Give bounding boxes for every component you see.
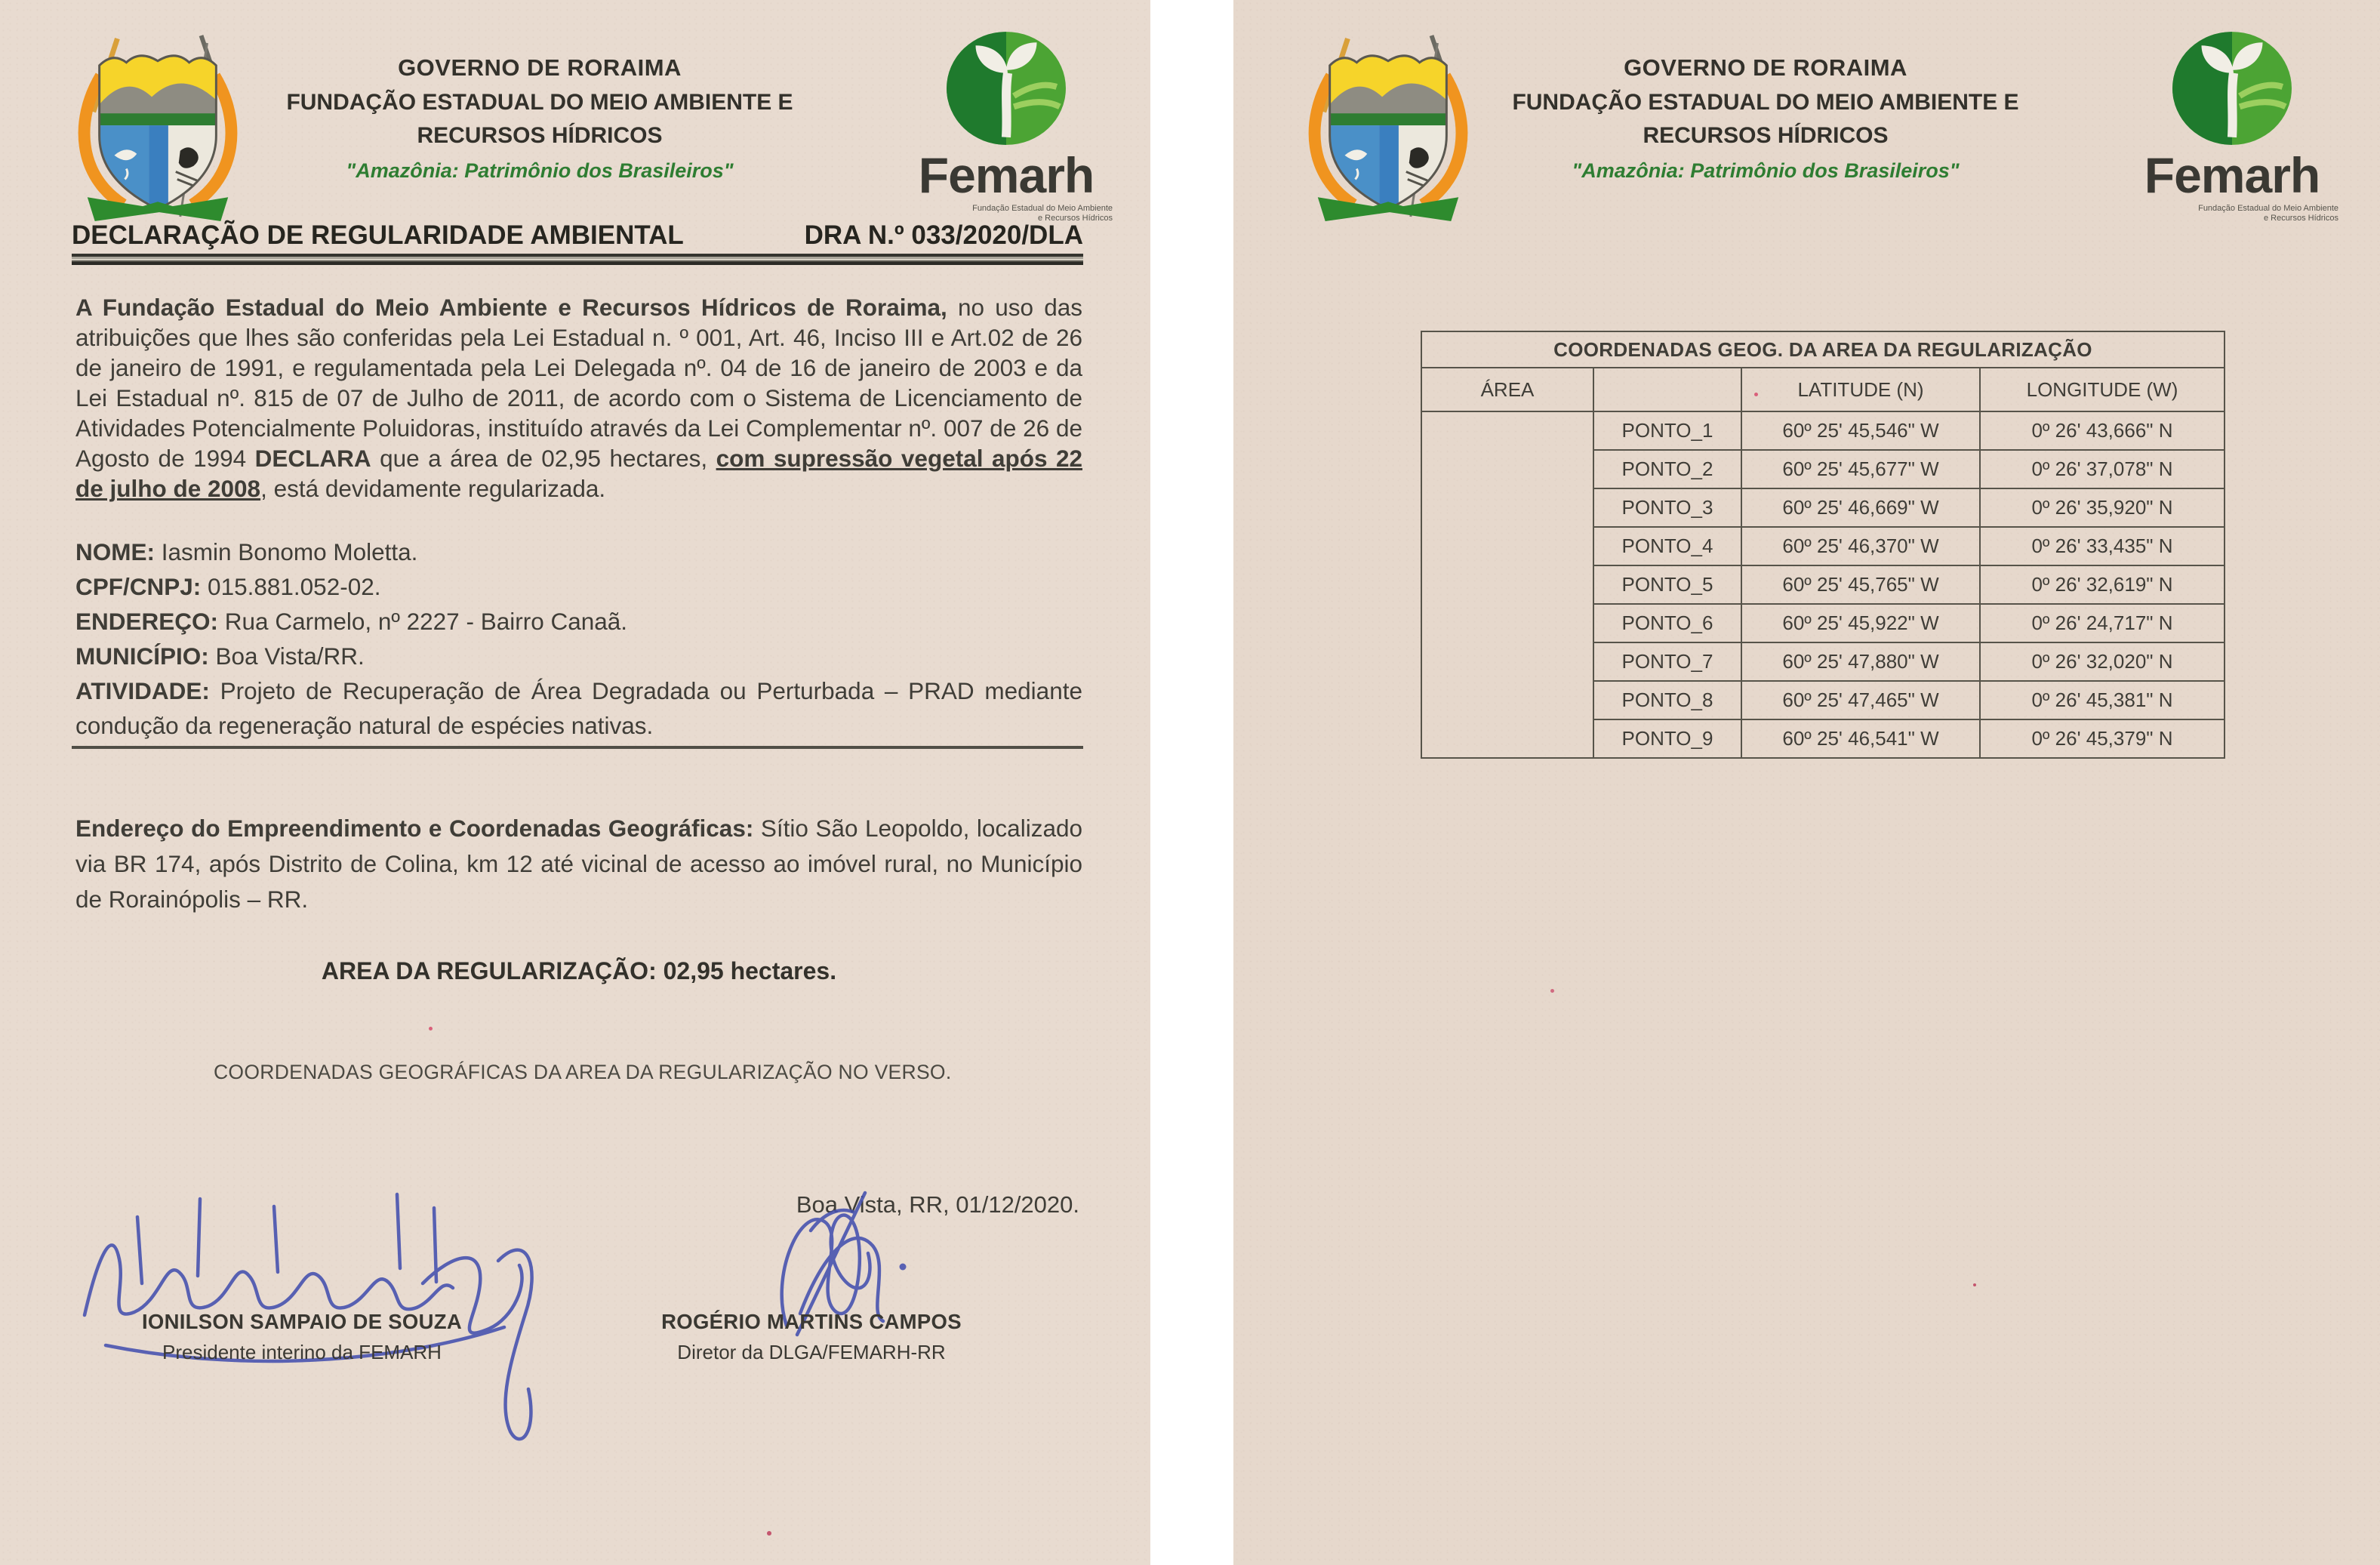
femarh-wordmark: Femarh: [918, 147, 1095, 203]
signer-name: ROGÉRIO MARTINS CAMPOS: [661, 1310, 962, 1333]
point-longitude: 0º 26' 24,717" N: [1980, 604, 2225, 642]
femarh-leaf-icon: [2153, 27, 2311, 149]
point-latitude: 60º 25' 46,370" W: [1741, 527, 1980, 565]
femarh-leaf-icon: [927, 27, 1085, 149]
place-date-line: Boa Vista, RR, 01/12/2020.: [796, 1191, 1079, 1218]
point-longitude: 0º 26' 45,379" N: [1980, 719, 2225, 758]
paper-speck: [1973, 1283, 1976, 1286]
signer-name: IONILSON SAMPAIO DE SOUZA: [141, 1310, 463, 1333]
point-id: PONTO_6: [1593, 604, 1741, 642]
org-motto: "Amazônia: Patrimônio dos Brasileiros": [1572, 159, 1960, 182]
verso-note: COORDENADAS GEOGRÁFICAS DA AREA DA REGULARIZAÇÃO NO VERSO.: [214, 1061, 952, 1083]
column-header-longitude: LONGITUDE (W): [1980, 368, 2225, 411]
org-header: [1475, 54, 2056, 183]
signature-block-ionilson: [106, 1310, 498, 1364]
point-id: PONTO_8: [1593, 681, 1741, 719]
applicant-fields: [75, 535, 1082, 743]
declaration-paragraph: A Fundação Estadual do Meio Ambiente e Recursos Hídricos de Roraima, no uso das atribuições que lhes são conferidas pela Lei Estadual n. º 001, Art. 46, Inciso III e Art.02 de 26 de janeiro de 1991, e regulamentada pela Lei Delegada nº. 04 de 16 de janeiro de 2003 e da Lei Estadual nº. 815 de 07 de Julho de 2011, de acordo com o Sistema de Licenciamento de Atividades Potencialmente Poluidoras, instituído através da Lei Complementar nº. 007 de 26 de Agosto de 1994 DECLARA que a área de 02,95 hectares, com supressão vegetal após 22 de julho de 2008, está devidamente regularizada.: [75, 293, 1082, 502]
column-header-latitude: LATITUDE (N): [1741, 368, 1980, 411]
signature-block-rogerio: [634, 1310, 989, 1364]
area-merged-cell: [1421, 411, 1593, 758]
field-municipio: MUNICÍPIO: Boa Vista/RR.: [75, 642, 365, 670]
org-header: [249, 54, 830, 183]
column-header-blank: [1593, 368, 1741, 411]
document-title: DECLARAÇÃO DE REGULARIDADE AMBIENTAL: [72, 220, 684, 250]
org-resources-line: RECURSOS HÍDRICOS: [417, 123, 663, 148]
point-id: PONTO_1: [1593, 411, 1741, 450]
org-foundation-line: FUNDAÇÃO ESTADUAL DO MEIO AMBIENTE E: [286, 90, 793, 115]
org-motto: "Amazônia: Patrimônio dos Brasileiros": [346, 159, 734, 182]
org-foundation-line: FUNDAÇÃO ESTADUAL DO MEIO AMBIENTE E: [1512, 90, 2019, 115]
roraima-coat-of-arms-icon: [68, 29, 248, 231]
point-latitude: 60º 25' 47,465" W: [1741, 681, 1980, 719]
femarh-logo: [2115, 27, 2349, 223]
point-latitude: 60º 25' 45,765" W: [1741, 565, 1980, 604]
point-latitude: 60º 25' 45,922" W: [1741, 604, 1980, 642]
point-longitude: 0º 26' 32,619" N: [1980, 565, 2225, 604]
signer-role: Diretor da DLGA/FEMARH-RR: [677, 1341, 946, 1363]
document-title-row: [72, 220, 1083, 251]
field-nome: NOME: Iasmin Bonomo Moletta.: [75, 538, 418, 565]
point-id: PONTO_9: [1593, 719, 1741, 758]
coordinates-table: [1421, 331, 2225, 759]
field-endereco: ENDEREÇO: Rua Carmelo, nº 2227 - Bairro Canaã.: [75, 608, 628, 635]
title-divider-rule: [72, 254, 1083, 265]
paper-speck: [1754, 393, 1758, 396]
roraima-coat-of-arms-icon: [1298, 29, 1478, 231]
section-divider-rule: [72, 746, 1083, 749]
site-address-paragraph: Endereço do Empreendimento e Coordenadas Geográficas: Sítio São Leopoldo, localizado via BR 174, após Distrito de Colina, km 12 até vicinal de acesso ao imóvel rural, no Município de Rorainópolis – RR.: [75, 814, 1082, 913]
femarh-subtext: Fundação Estadual do Meio Ambiente e Recursos Hídricos: [2198, 204, 2338, 223]
org-government-line: GOVERNO DE RORAIMA: [1624, 54, 1907, 81]
point-latitude: 60º 25' 45,546" W: [1741, 411, 1980, 450]
point-id: PONTO_3: [1593, 488, 1741, 527]
column-header-area: ÁREA: [1421, 368, 1593, 411]
point-latitude: 60º 25' 46,541" W: [1741, 719, 1980, 758]
document-page-1: [0, 0, 1150, 1565]
point-longitude: 0º 26' 43,666" N: [1980, 411, 2225, 450]
table-title: COORDENADAS GEOG. DA AREA DA REGULARIZAÇÃO: [1421, 331, 2225, 368]
document-page-2: [1233, 0, 2380, 1565]
femarh-logo: [889, 27, 1123, 223]
point-longitude: 0º 26' 45,381" N: [1980, 681, 2225, 719]
point-id: PONTO_4: [1593, 527, 1741, 565]
table-header-row: [1421, 368, 2225, 411]
point-longitude: 0º 26' 35,920" N: [1980, 488, 2225, 527]
point-latitude: 60º 25' 47,880" W: [1741, 642, 1980, 681]
field-cpf: CPF/CNPJ: 015.881.052-02.: [75, 573, 381, 600]
regularization-area-line: AREA DA REGULARIZAÇÃO: 02,95 hectares.: [321, 957, 837, 984]
org-resources-line: RECURSOS HÍDRICOS: [1643, 123, 1889, 148]
point-latitude: 60º 25' 45,677" W: [1741, 450, 1980, 488]
paper-speck: [429, 1027, 433, 1030]
point-longitude: 0º 26' 37,078" N: [1980, 450, 2225, 488]
field-atividade: ATIVIDADE: Projeto de Recuperação de Área Degradada ou Perturbada – PRAD mediante condução da regeneração natural de espécies nativas.: [75, 677, 1082, 739]
femarh-wordmark: Femarh: [2144, 147, 2320, 203]
signer-role: Presidente interino da FEMARH: [162, 1341, 442, 1363]
point-id: PONTO_7: [1593, 642, 1741, 681]
org-government-line: GOVERNO DE RORAIMA: [398, 54, 682, 81]
point-id: PONTO_2: [1593, 450, 1741, 488]
document-number: DRA N.º 033/2020/DLA: [804, 220, 1083, 250]
paper-speck: [767, 1531, 771, 1536]
point-longitude: 0º 26' 33,435" N: [1980, 527, 2225, 565]
table-row: [1421, 411, 2225, 450]
paper-speck: [1550, 989, 1554, 993]
point-id: PONTO_5: [1593, 565, 1741, 604]
femarh-subtext: Fundação Estadual do Meio Ambiente e Recursos Hídricos: [972, 204, 1113, 223]
point-latitude: 60º 25' 46,669" W: [1741, 488, 1980, 527]
point-longitude: 0º 26' 32,020" N: [1980, 642, 2225, 681]
